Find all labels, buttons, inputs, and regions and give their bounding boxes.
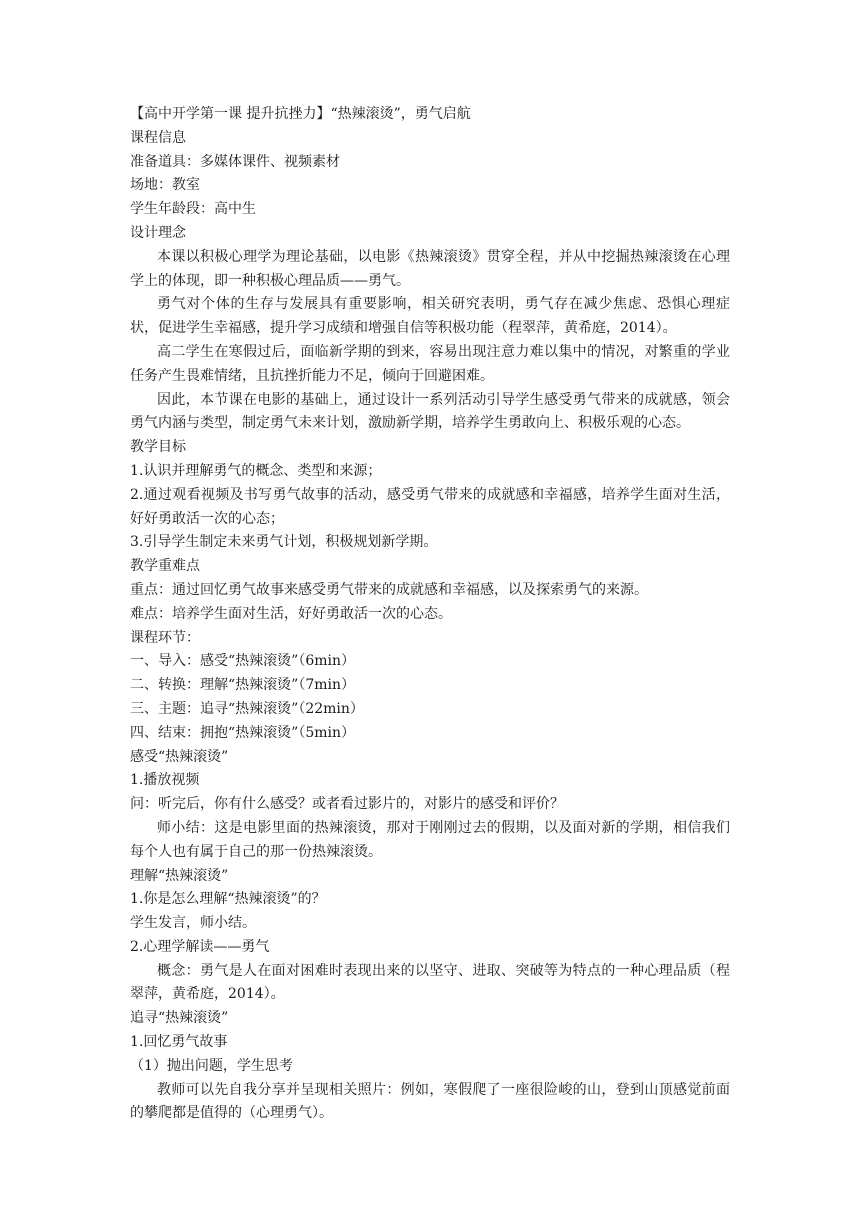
part1-summary: 师小结：这是电影里面的热辣滚烫，那对于刚刚过去的假期，以及面对新的学期，相信我们每个人也有属于自己的那一份热辣滚烫。 [130,819,730,860]
section-2: 二、转换：理解“热辣滚烫”（7min） [130,677,355,694]
part2-subheading-2: 2.心理学解读——勇气 [130,938,270,955]
venue-line: 场地：教室 [130,177,200,194]
part3-teacher-example: 教师可以先自我分享并呈现相关照片：例如，寒假爬了一座很险峻的山，登到山顶感觉前面的攀爬都是值得的（心理勇气）。 [130,1081,730,1122]
part1-question: 问：听完后，你有什么感受？或者看过影片的，对影片的感受和评价？ [130,796,564,813]
part2-answer: 学生发言，师小结。 [130,915,256,932]
section-3: 三、主题：追寻“热辣滚烫”（22min） [130,700,364,717]
course-info-heading: 课程信息 [130,129,186,146]
section-1: 一、导入：感受“热辣滚烫”（6min） [130,653,355,670]
age-line: 学生年龄段：高中生 [130,201,256,218]
design-paragraph-3: 高二学生在寒假过后，面临新学期的到来，容易出现注意力难以集中的情况，对繁重的学业任务产生畏难情绪，且抗挫折能力不足，倾向于回避困难。 [130,343,730,384]
design-paragraph-1: 本课以积极心理学为理论基础，以电影《热辣滚烫》贯穿全程，并从中挖掘热辣滚烫在心理学上的体现，即一种积极心理品质——勇气。 [130,248,730,289]
difficult-point: 难点：培养学生面对生活，好好勇敢活一次的心态。 [130,605,452,622]
doc-title: 【高中开学第一课 提升抗挫力】“热辣滚烫”，勇气启航 [130,106,471,122]
section-4: 四、结束：拥抱“热辣滚烫”（5min） [130,724,355,741]
part2-concept: 概念：勇气是人在面对困难时表现出来的以坚守、进取、突破等为特点的一种心理品质（程翠萍，黄希庭，2014）。 [130,962,730,1003]
part3-item-1: （1）抛出问题，学生思考 [130,1057,293,1074]
part3-heading: 追寻“热辣滚烫” [130,1010,229,1027]
part3-subheading: 1.回忆勇气故事 [130,1034,228,1051]
design-paragraph-2: 勇气对个体的生存与发展具有重要影响，相关研究表明，勇气存在减少焦虑、恐惧心理症状，促进学生幸福感，提升学习成绩和增强自信等积极功能（程翠萍，黄希庭，2014）。 [130,296,730,337]
document-page [130,103,730,1126]
props-line: 准备道具：多媒体课件、视频素材 [130,153,340,170]
goal-3: 3.引导学生制定未来勇气计划，积极规划新学期。 [130,534,438,551]
part2-heading: 理解“热辣滚烫” [130,867,229,884]
part1-subheading: 1.播放视频 [130,772,200,789]
goal-2: 2.通过观看视频及书写勇气故事的活动，感受勇气带来的成就感和幸福感，培养学生面对生活，好好勇敢活一次的心态； [130,486,730,527]
goal-1: 1.认识并理解勇气的概念、类型和来源； [130,462,382,479]
part1-heading: 感受“热辣滚烫” [130,748,229,765]
part2-subheading-1: 1.你是怎么理解“热辣滚烫”的？ [130,891,326,908]
goals-heading: 教学目标 [130,439,186,456]
design-paragraph-4: 因此，本节课在电影的基础上，通过设计一系列活动引导学生感受勇气带来的成就感，领会勇气内涵与类型，制定勇气未来计划，激励新学期，培养学生勇敢向上、积极乐观的心态。 [130,391,730,432]
key-point: 重点：通过回忆勇气故事来感受勇气带来的成就感和幸福感，以及探索勇气的来源。 [130,581,648,598]
sections-heading: 课程环节： [130,629,200,646]
key-points-heading: 教学重难点 [130,558,200,575]
design-heading: 设计理念 [130,224,186,241]
